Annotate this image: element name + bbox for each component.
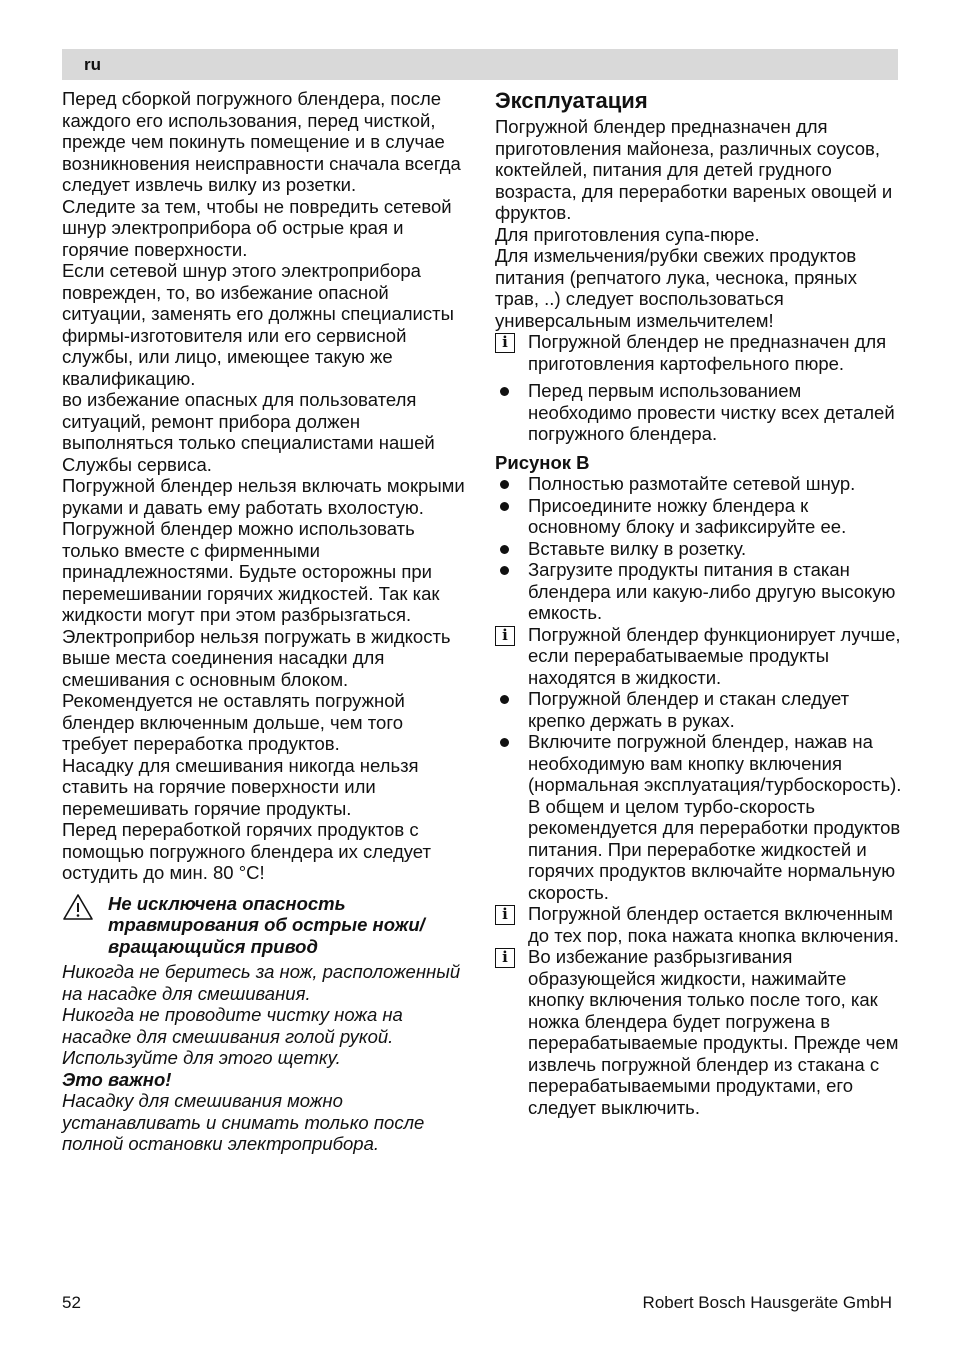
info-note (495, 624, 905, 689)
bullet-item (495, 731, 905, 903)
bullet-item (495, 495, 905, 538)
bullet-item (495, 473, 905, 495)
safety-paragraph: Насадку для смешивания никогда нельзя ставить на горячие поверхности или перемешивать горячие продукты. (62, 754, 419, 819)
page-number: 52 (62, 1293, 81, 1312)
right-column (495, 88, 905, 1118)
info-text: Погружной блендер остается включенным до тех пор, пока нажата кнопка включения. (528, 903, 899, 946)
info-text: Во избежание разбрызгивания образующейся жидкости, нажимайте кнопку включения только после того, как ножка блендера будет погружена в перерабатываемые продукты. Прежде чем извлечь погружной блендер из стакана с перерабатываемыми продуктами, его следует выключить. (528, 946, 899, 1118)
safety-paragraph: Электроприбор нельзя погружать в жидкость выше места соединения насадки для смешивания с основным блоком. (62, 625, 451, 690)
left-column (62, 88, 472, 1155)
warning-text: Никогда не беритесь за нож, расположенный на насадке для смешивания. (62, 961, 461, 1004)
safety-paragraph: Если сетевой шнур этого электроприбора поврежден, то, во избежание опасной ситуации, заменять его должны специалисты фирмы-изготовителя или его сервисной службы, или лицо, имеющее такую же квалификацию. (62, 260, 454, 389)
bullet-icon (500, 738, 509, 747)
bullet-icon (500, 502, 509, 511)
language-bar (62, 49, 898, 80)
info-note (495, 903, 905, 946)
safety-paragraph: Следите за тем, чтобы не повредить сетевой шнур электроприбора об острые края и горячие поверхности. (62, 195, 452, 260)
info-text: Погружной блендер функционирует лучше, если перерабатываемые продукты находятся в жидкости. (528, 623, 901, 688)
intro-paragraph: Погружной блендер предназначен для приготовления майонеза, различных соусов, коктейлей, питания для детей грудного возраста, для переработки вареных овощей и фруктов. (495, 116, 893, 223)
safety-paragraph: Перед переработкой горячих продуктов с помощью погружного блендера их следует остудить до мин. 80 °C! (62, 819, 431, 883)
important-label: Это важно! (62, 1068, 172, 1090)
warning-block (62, 893, 472, 958)
info-note (495, 331, 905, 374)
safety-paragraph: во избежание опасных для пользователя ситуаций, ремонт прибора должен выполняться только специалистами нашей Службы сервиса. (62, 389, 435, 475)
safety-paragraph: Перед сборкой погружного блендера, после каждого его использования, перед чисткой, прежде чем покинуть помещение и в случае возникновения неисправности сначала всегда следует извлечь вилку из розетки. (62, 88, 461, 195)
bullet-text: Загрузите продукты питания в стакан блендера или какую-либо другую высокую емкость. (528, 559, 896, 623)
bullet-item (495, 380, 905, 445)
bullet-icon (500, 566, 509, 575)
bullet-extra-text: В общем и целом турбо-скорость рекомендуется для переработки продуктов питания. При переработке жидкостей и горячих продуктов включайте нормальную скорость. (528, 795, 901, 903)
bullet-icon (500, 387, 509, 396)
info-icon: i (495, 333, 515, 353)
intro-paragraph: Для измельчения/рубки свежих продуктов питания (репчатого лука, чеснока, пряных трав, ..) следует воспользоваться универсальным измельчителем! (495, 245, 857, 331)
important-text: Насадку для смешивания можно устанавливать и снимать только после полной остановки электроприбора. (62, 1090, 425, 1154)
figure-label: Рисунок B (495, 451, 590, 473)
bullet-text: Вставьте вилку в розетку. (528, 537, 747, 559)
safety-paragraph: Погружной блендер нельзя включать мокрыми руками и давать ему работать вхолостую. (62, 475, 465, 518)
section-heading: Эксплуатация (495, 88, 648, 113)
footer-brand: Robert Bosch Hausgeräte GmbH (642, 1293, 892, 1312)
info-note (495, 946, 905, 1118)
bullet-icon (500, 480, 509, 489)
language-code: ru (84, 55, 101, 74)
warning-triangle-icon (62, 893, 94, 921)
info-text: Погружной блендер не предназначен для приготовления картофельного пюре. (528, 331, 887, 374)
safety-paragraph: Погружной блендер можно использовать только вместе с фирменными принадлежностями. Будьте осторожны при перемешивании горячих жидкостей. Так как жидкости могут при этом разбрызгаться. (62, 518, 440, 625)
warning-text: Никогда не проводите чистку ножа на насадке для смешивания голой рукой. Используйте для этого щетку. (62, 1004, 403, 1068)
info-icon: i (495, 626, 515, 646)
bullet-item (495, 688, 905, 731)
intro-paragraph: Для приготовления супа-пюре. (495, 223, 760, 245)
bullet-text: Перед первым использованием необходимо провести чистку всех деталей погружного блендера. (528, 380, 895, 444)
bullet-text: Включите погружной блендер, нажав на необходимую вам кнопку включения (нормальная эксплуатация/турбоскорость). (528, 731, 902, 795)
bullet-item (495, 538, 905, 560)
bullet-text: Полностью размотайте сетевой шнур. (528, 473, 856, 494)
bullet-icon (500, 695, 509, 704)
bullet-item (495, 559, 905, 624)
safety-paragraph: Рекомендуется не оставлять погружной блендер включенным дольше, чем того требует переработка продуктов. (62, 690, 405, 754)
bullet-text: Погружной блендер и стакан следует крепко держать в руках. (528, 688, 850, 731)
info-icon: i (495, 905, 515, 925)
info-icon: i (495, 948, 515, 968)
warning-title: Не исключена опасность травмирования об острые ножи/ вращающийся привод (108, 892, 425, 957)
bullet-text: Присоедините ножку блендера к основному блоку и зафиксируйте ее. (528, 494, 847, 537)
bullet-icon (500, 545, 509, 554)
